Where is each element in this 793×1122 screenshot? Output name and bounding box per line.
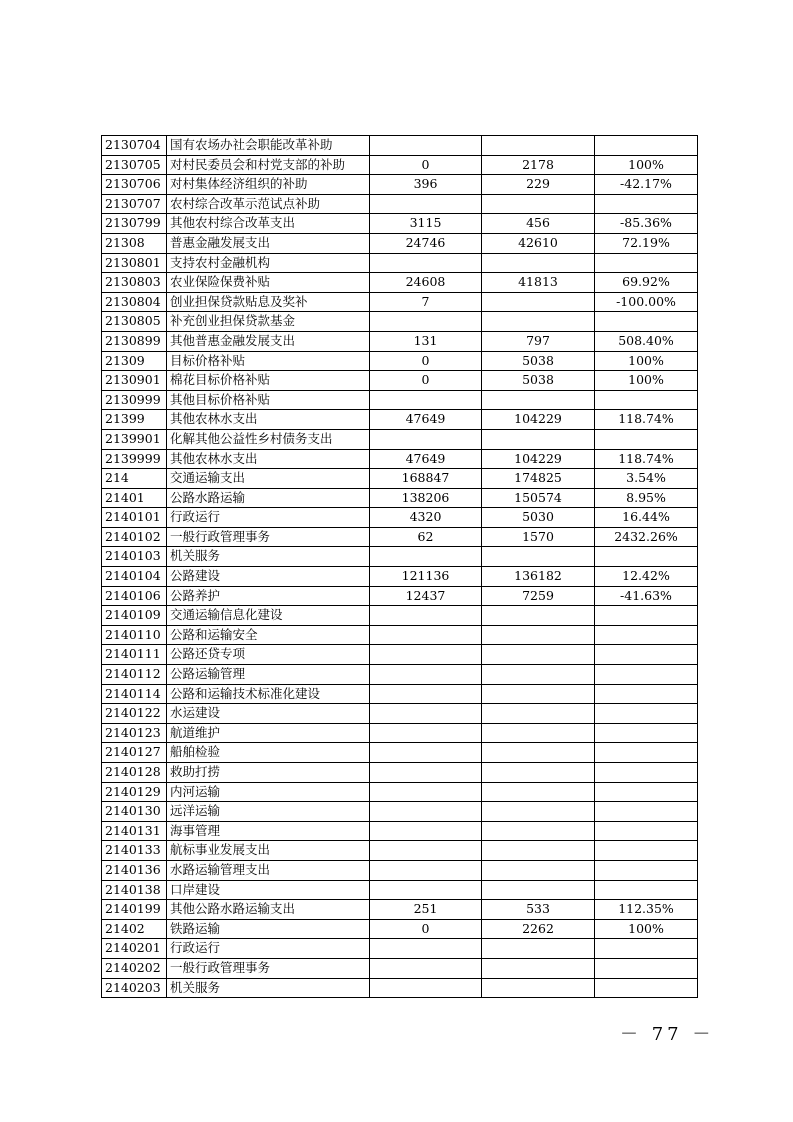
row-code-cell: 2140128 — [102, 763, 167, 783]
table-row — [102, 860, 698, 880]
row-name-cell: 支持农村金融机构 — [167, 253, 370, 273]
row-code-cell: 2130705 — [102, 155, 167, 175]
row-value-current-cell — [482, 939, 595, 959]
row-name-cell: 公路和运输技术标准化建设 — [167, 684, 370, 704]
row-value-prior-cell: 47649 — [370, 410, 482, 430]
row-code-cell: 21402 — [102, 919, 167, 939]
row-value-current-cell: 456 — [482, 214, 595, 234]
row-value-prior-cell: 251 — [370, 900, 482, 920]
row-name-cell: 铁路运输 — [167, 919, 370, 939]
row-code-cell: 2130799 — [102, 214, 167, 234]
row-value-prior-cell — [370, 723, 482, 743]
row-value-prior-cell — [370, 547, 482, 567]
row-change-percent-cell — [595, 880, 698, 900]
table-row — [102, 763, 698, 783]
table-row — [102, 253, 698, 273]
row-change-percent-cell — [595, 939, 698, 959]
row-value-current-cell: 174825 — [482, 469, 595, 489]
table-row — [102, 782, 698, 802]
row-code-cell: 21399 — [102, 410, 167, 430]
row-code-cell: 2140101 — [102, 508, 167, 528]
row-name-cell: 机关服务 — [167, 978, 370, 998]
row-value-prior-cell — [370, 939, 482, 959]
row-value-current-cell: 5030 — [482, 508, 595, 528]
row-code-cell: 21401 — [102, 488, 167, 508]
row-value-current-cell — [482, 136, 595, 156]
row-name-cell: 公路建设 — [167, 567, 370, 587]
row-value-prior-cell: 396 — [370, 175, 482, 195]
row-value-prior-cell — [370, 880, 482, 900]
row-change-percent-cell: 100% — [595, 351, 698, 371]
page-number: － 77 － — [620, 1024, 715, 1045]
row-value-prior-cell — [370, 782, 482, 802]
row-value-prior-cell — [370, 841, 482, 861]
row-code-cell: 2130704 — [102, 136, 167, 156]
row-name-cell: 远洋运输 — [167, 802, 370, 822]
row-code-cell: 2140110 — [102, 625, 167, 645]
table-row — [102, 900, 698, 920]
table-row — [102, 469, 698, 489]
row-name-cell: 其他目标价格补贴 — [167, 390, 370, 410]
row-value-prior-cell — [370, 860, 482, 880]
row-value-current-cell: 533 — [482, 900, 595, 920]
row-change-percent-cell — [595, 841, 698, 861]
row-name-cell: 其他农村综合改革支出 — [167, 214, 370, 234]
row-code-cell: 2140203 — [102, 978, 167, 998]
row-change-percent-cell: 69.92% — [595, 273, 698, 293]
row-change-percent-cell — [595, 978, 698, 998]
table-row — [102, 841, 698, 861]
row-name-cell: 公路和运输安全 — [167, 625, 370, 645]
table-row — [102, 351, 698, 371]
row-value-current-cell — [482, 743, 595, 763]
row-value-prior-cell — [370, 390, 482, 410]
row-code-cell: 21309 — [102, 351, 167, 371]
row-code-cell: 2140202 — [102, 958, 167, 978]
table-row — [102, 802, 698, 822]
row-value-current-cell: 136182 — [482, 567, 595, 587]
row-code-cell: 2140201 — [102, 939, 167, 959]
row-value-current-cell — [482, 860, 595, 880]
row-change-percent-cell — [595, 821, 698, 841]
row-code-cell: 2130707 — [102, 194, 167, 214]
row-name-cell: 公路运输管理 — [167, 665, 370, 685]
row-value-prior-cell: 0 — [370, 155, 482, 175]
row-code-cell: 2140130 — [102, 802, 167, 822]
row-value-prior-cell: 121136 — [370, 567, 482, 587]
row-change-percent-cell: 100% — [595, 919, 698, 939]
row-change-percent-cell: 16.44% — [595, 508, 698, 528]
row-name-cell: 农村综合改革示范试点补助 — [167, 194, 370, 214]
row-change-percent-cell: -85.36% — [595, 214, 698, 234]
row-change-percent-cell — [595, 665, 698, 685]
row-code-cell: 2140131 — [102, 821, 167, 841]
row-code-cell: 2140112 — [102, 665, 167, 685]
row-name-cell: 航道维护 — [167, 723, 370, 743]
row-name-cell: 化解其他公益性乡村债务支出 — [167, 429, 370, 449]
row-name-cell: 内河运输 — [167, 782, 370, 802]
table-row — [102, 233, 698, 253]
table-row — [102, 625, 698, 645]
row-change-percent-cell — [595, 645, 698, 665]
row-code-cell: 2140138 — [102, 880, 167, 900]
row-change-percent-cell — [595, 763, 698, 783]
row-code-cell: 2139999 — [102, 449, 167, 469]
table-row — [102, 684, 698, 704]
row-value-current-cell — [482, 194, 595, 214]
table-row — [102, 743, 698, 763]
row-name-cell: 其他公路水路运输支出 — [167, 900, 370, 920]
row-name-cell: 一般行政管理事务 — [167, 958, 370, 978]
row-change-percent-cell: 118.74% — [595, 410, 698, 430]
row-value-prior-cell: 4320 — [370, 508, 482, 528]
row-name-cell: 交通运输支出 — [167, 469, 370, 489]
row-change-percent-cell: 100% — [595, 155, 698, 175]
row-value-current-cell — [482, 606, 595, 626]
row-change-percent-cell — [595, 136, 698, 156]
row-value-current-cell — [482, 547, 595, 567]
table-row — [102, 880, 698, 900]
row-change-percent-cell: -42.17% — [595, 175, 698, 195]
table-row — [102, 449, 698, 469]
table-row — [102, 390, 698, 410]
table-row — [102, 821, 698, 841]
row-value-prior-cell — [370, 606, 482, 626]
row-code-cell: 2140122 — [102, 704, 167, 724]
budget-table-container — [101, 135, 697, 998]
budget-table — [101, 135, 698, 998]
row-code-cell: 2140127 — [102, 743, 167, 763]
budget-table-body — [102, 136, 698, 998]
row-code-cell: 2130999 — [102, 390, 167, 410]
row-value-prior-cell — [370, 743, 482, 763]
row-value-current-cell — [482, 645, 595, 665]
row-code-cell: 2130801 — [102, 253, 167, 273]
table-row — [102, 429, 698, 449]
row-value-current-cell: 104229 — [482, 410, 595, 430]
row-value-prior-cell: 168847 — [370, 469, 482, 489]
row-name-cell: 公路水路运输 — [167, 488, 370, 508]
row-value-current-cell — [482, 841, 595, 861]
row-name-cell: 船舶检验 — [167, 743, 370, 763]
row-name-cell: 行政运行 — [167, 508, 370, 528]
table-row — [102, 410, 698, 430]
row-value-prior-cell — [370, 821, 482, 841]
row-value-prior-cell — [370, 645, 482, 665]
row-code-cell: 2139901 — [102, 429, 167, 449]
row-code-cell: 21308 — [102, 233, 167, 253]
table-row — [102, 704, 698, 724]
row-value-current-cell — [482, 684, 595, 704]
table-row — [102, 606, 698, 626]
row-value-prior-cell: 62 — [370, 527, 482, 547]
row-value-current-cell — [482, 958, 595, 978]
row-code-cell: 2130804 — [102, 292, 167, 312]
row-change-percent-cell: 112.35% — [595, 900, 698, 920]
row-change-percent-cell — [595, 390, 698, 410]
row-value-prior-cell — [370, 684, 482, 704]
table-row — [102, 547, 698, 567]
row-value-prior-cell: 138206 — [370, 488, 482, 508]
row-value-current-cell — [482, 880, 595, 900]
table-row — [102, 508, 698, 528]
row-code-cell: 2140133 — [102, 841, 167, 861]
row-value-prior-cell: 47649 — [370, 449, 482, 469]
row-code-cell: 2130706 — [102, 175, 167, 195]
table-row — [102, 292, 698, 312]
row-change-percent-cell — [595, 782, 698, 802]
row-change-percent-cell: 72.19% — [595, 233, 698, 253]
row-value-current-cell — [482, 312, 595, 332]
row-change-percent-cell — [595, 312, 698, 332]
row-change-percent-cell — [595, 723, 698, 743]
row-code-cell: 2140103 — [102, 547, 167, 567]
row-code-cell: 214 — [102, 469, 167, 489]
row-change-percent-cell: 3.54% — [595, 469, 698, 489]
row-value-prior-cell: 24608 — [370, 273, 482, 293]
row-value-prior-cell: 7 — [370, 292, 482, 312]
row-value-prior-cell — [370, 763, 482, 783]
row-change-percent-cell: -100.00% — [595, 292, 698, 312]
row-code-cell: 2130805 — [102, 312, 167, 332]
table-row — [102, 155, 698, 175]
row-name-cell: 口岸建设 — [167, 880, 370, 900]
row-value-prior-cell — [370, 136, 482, 156]
row-code-cell: 2140106 — [102, 586, 167, 606]
row-name-cell: 补充创业担保贷款基金 — [167, 312, 370, 332]
table-row — [102, 978, 698, 998]
row-value-prior-cell — [370, 704, 482, 724]
table-row — [102, 312, 698, 332]
row-change-percent-cell — [595, 253, 698, 273]
row-value-current-cell — [482, 665, 595, 685]
row-value-current-cell — [482, 978, 595, 998]
row-name-cell: 水路运输管理支出 — [167, 860, 370, 880]
table-row — [102, 273, 698, 293]
table-row — [102, 665, 698, 685]
row-value-prior-cell — [370, 665, 482, 685]
row-value-prior-cell: 0 — [370, 371, 482, 391]
table-row — [102, 919, 698, 939]
table-row — [102, 645, 698, 665]
row-name-cell: 行政运行 — [167, 939, 370, 959]
row-value-prior-cell: 3115 — [370, 214, 482, 234]
row-value-current-cell: 2178 — [482, 155, 595, 175]
row-name-cell: 农业保险保费补贴 — [167, 273, 370, 293]
row-code-cell: 2130899 — [102, 331, 167, 351]
row-change-percent-cell — [595, 547, 698, 567]
row-name-cell: 海事管理 — [167, 821, 370, 841]
row-name-cell: 救助打捞 — [167, 763, 370, 783]
row-change-percent-cell — [595, 684, 698, 704]
row-change-percent-cell — [595, 802, 698, 822]
row-name-cell: 国有农场办社会职能改革补助 — [167, 136, 370, 156]
row-code-cell: 2140102 — [102, 527, 167, 547]
row-value-current-cell — [482, 821, 595, 841]
table-row — [102, 567, 698, 587]
row-value-current-cell — [482, 429, 595, 449]
row-change-percent-cell: 118.74% — [595, 449, 698, 469]
row-name-cell: 棉花目标价格补贴 — [167, 371, 370, 391]
row-value-prior-cell: 0 — [370, 351, 482, 371]
table-row — [102, 939, 698, 959]
row-value-current-cell: 229 — [482, 175, 595, 195]
row-value-prior-cell: 131 — [370, 331, 482, 351]
row-name-cell: 航标事业发展支出 — [167, 841, 370, 861]
row-name-cell: 交通运输信息化建设 — [167, 606, 370, 626]
row-value-current-cell — [482, 782, 595, 802]
row-name-cell: 对村民委员会和村党支部的补助 — [167, 155, 370, 175]
row-value-current-cell — [482, 292, 595, 312]
row-code-cell: 2140104 — [102, 567, 167, 587]
row-change-percent-cell — [595, 194, 698, 214]
row-change-percent-cell — [595, 958, 698, 978]
row-change-percent-cell: -41.63% — [595, 586, 698, 606]
row-change-percent-cell — [595, 704, 698, 724]
row-change-percent-cell: 2432.26% — [595, 527, 698, 547]
row-code-cell: 2140123 — [102, 723, 167, 743]
table-row — [102, 331, 698, 351]
row-code-cell: 2140111 — [102, 645, 167, 665]
row-change-percent-cell: 8.95% — [595, 488, 698, 508]
row-name-cell: 其他农林水支出 — [167, 410, 370, 430]
row-code-cell: 2130901 — [102, 371, 167, 391]
row-code-cell: 2140136 — [102, 860, 167, 880]
row-value-current-cell: 5038 — [482, 351, 595, 371]
row-change-percent-cell: 508.40% — [595, 331, 698, 351]
row-name-cell: 水运建设 — [167, 704, 370, 724]
row-value-prior-cell — [370, 958, 482, 978]
row-name-cell: 公路还贷专项 — [167, 645, 370, 665]
row-value-current-cell — [482, 802, 595, 822]
row-value-prior-cell — [370, 802, 482, 822]
row-value-current-cell: 1570 — [482, 527, 595, 547]
table-row — [102, 527, 698, 547]
table-row — [102, 175, 698, 195]
row-value-prior-cell — [370, 253, 482, 273]
row-value-prior-cell — [370, 978, 482, 998]
table-row — [102, 488, 698, 508]
row-name-cell: 普惠金融发展支出 — [167, 233, 370, 253]
row-change-percent-cell — [595, 606, 698, 626]
row-value-prior-cell — [370, 312, 482, 332]
row-code-cell: 2140109 — [102, 606, 167, 626]
row-value-current-cell: 41813 — [482, 273, 595, 293]
row-code-cell: 2140199 — [102, 900, 167, 920]
row-value-current-cell — [482, 723, 595, 743]
row-value-prior-cell — [370, 429, 482, 449]
table-row — [102, 214, 698, 234]
row-value-prior-cell — [370, 625, 482, 645]
row-value-current-cell: 42610 — [482, 233, 595, 253]
row-change-percent-cell: 100% — [595, 371, 698, 391]
row-name-cell: 创业担保贷款贴息及奖补 — [167, 292, 370, 312]
row-name-cell: 对村集体经济组织的补助 — [167, 175, 370, 195]
row-name-cell: 目标价格补贴 — [167, 351, 370, 371]
row-name-cell: 机关服务 — [167, 547, 370, 567]
row-name-cell: 其他农林水支出 — [167, 449, 370, 469]
row-code-cell: 2130803 — [102, 273, 167, 293]
row-change-percent-cell: 12.42% — [595, 567, 698, 587]
row-value-prior-cell: 24746 — [370, 233, 482, 253]
row-value-current-cell: 150574 — [482, 488, 595, 508]
table-row — [102, 723, 698, 743]
row-code-cell: 2140129 — [102, 782, 167, 802]
table-row — [102, 194, 698, 214]
row-change-percent-cell — [595, 625, 698, 645]
row-value-current-cell: 5038 — [482, 371, 595, 391]
row-name-cell: 其他普惠金融发展支出 — [167, 331, 370, 351]
row-code-cell: 2140114 — [102, 684, 167, 704]
row-change-percent-cell — [595, 743, 698, 763]
row-value-prior-cell: 0 — [370, 919, 482, 939]
row-value-current-cell — [482, 390, 595, 410]
row-value-current-cell: 2262 — [482, 919, 595, 939]
row-value-current-cell: 7259 — [482, 586, 595, 606]
row-value-prior-cell — [370, 194, 482, 214]
row-value-current-cell — [482, 763, 595, 783]
row-value-current-cell — [482, 253, 595, 273]
row-change-percent-cell — [595, 429, 698, 449]
row-value-current-cell: 104229 — [482, 449, 595, 469]
table-row — [102, 958, 698, 978]
row-name-cell: 公路养护 — [167, 586, 370, 606]
row-change-percent-cell — [595, 860, 698, 880]
table-row — [102, 136, 698, 156]
row-value-current-cell — [482, 625, 595, 645]
table-row — [102, 371, 698, 391]
table-row — [102, 586, 698, 606]
row-name-cell: 一般行政管理事务 — [167, 527, 370, 547]
row-value-current-cell — [482, 704, 595, 724]
row-value-current-cell: 797 — [482, 331, 595, 351]
row-value-prior-cell: 12437 — [370, 586, 482, 606]
